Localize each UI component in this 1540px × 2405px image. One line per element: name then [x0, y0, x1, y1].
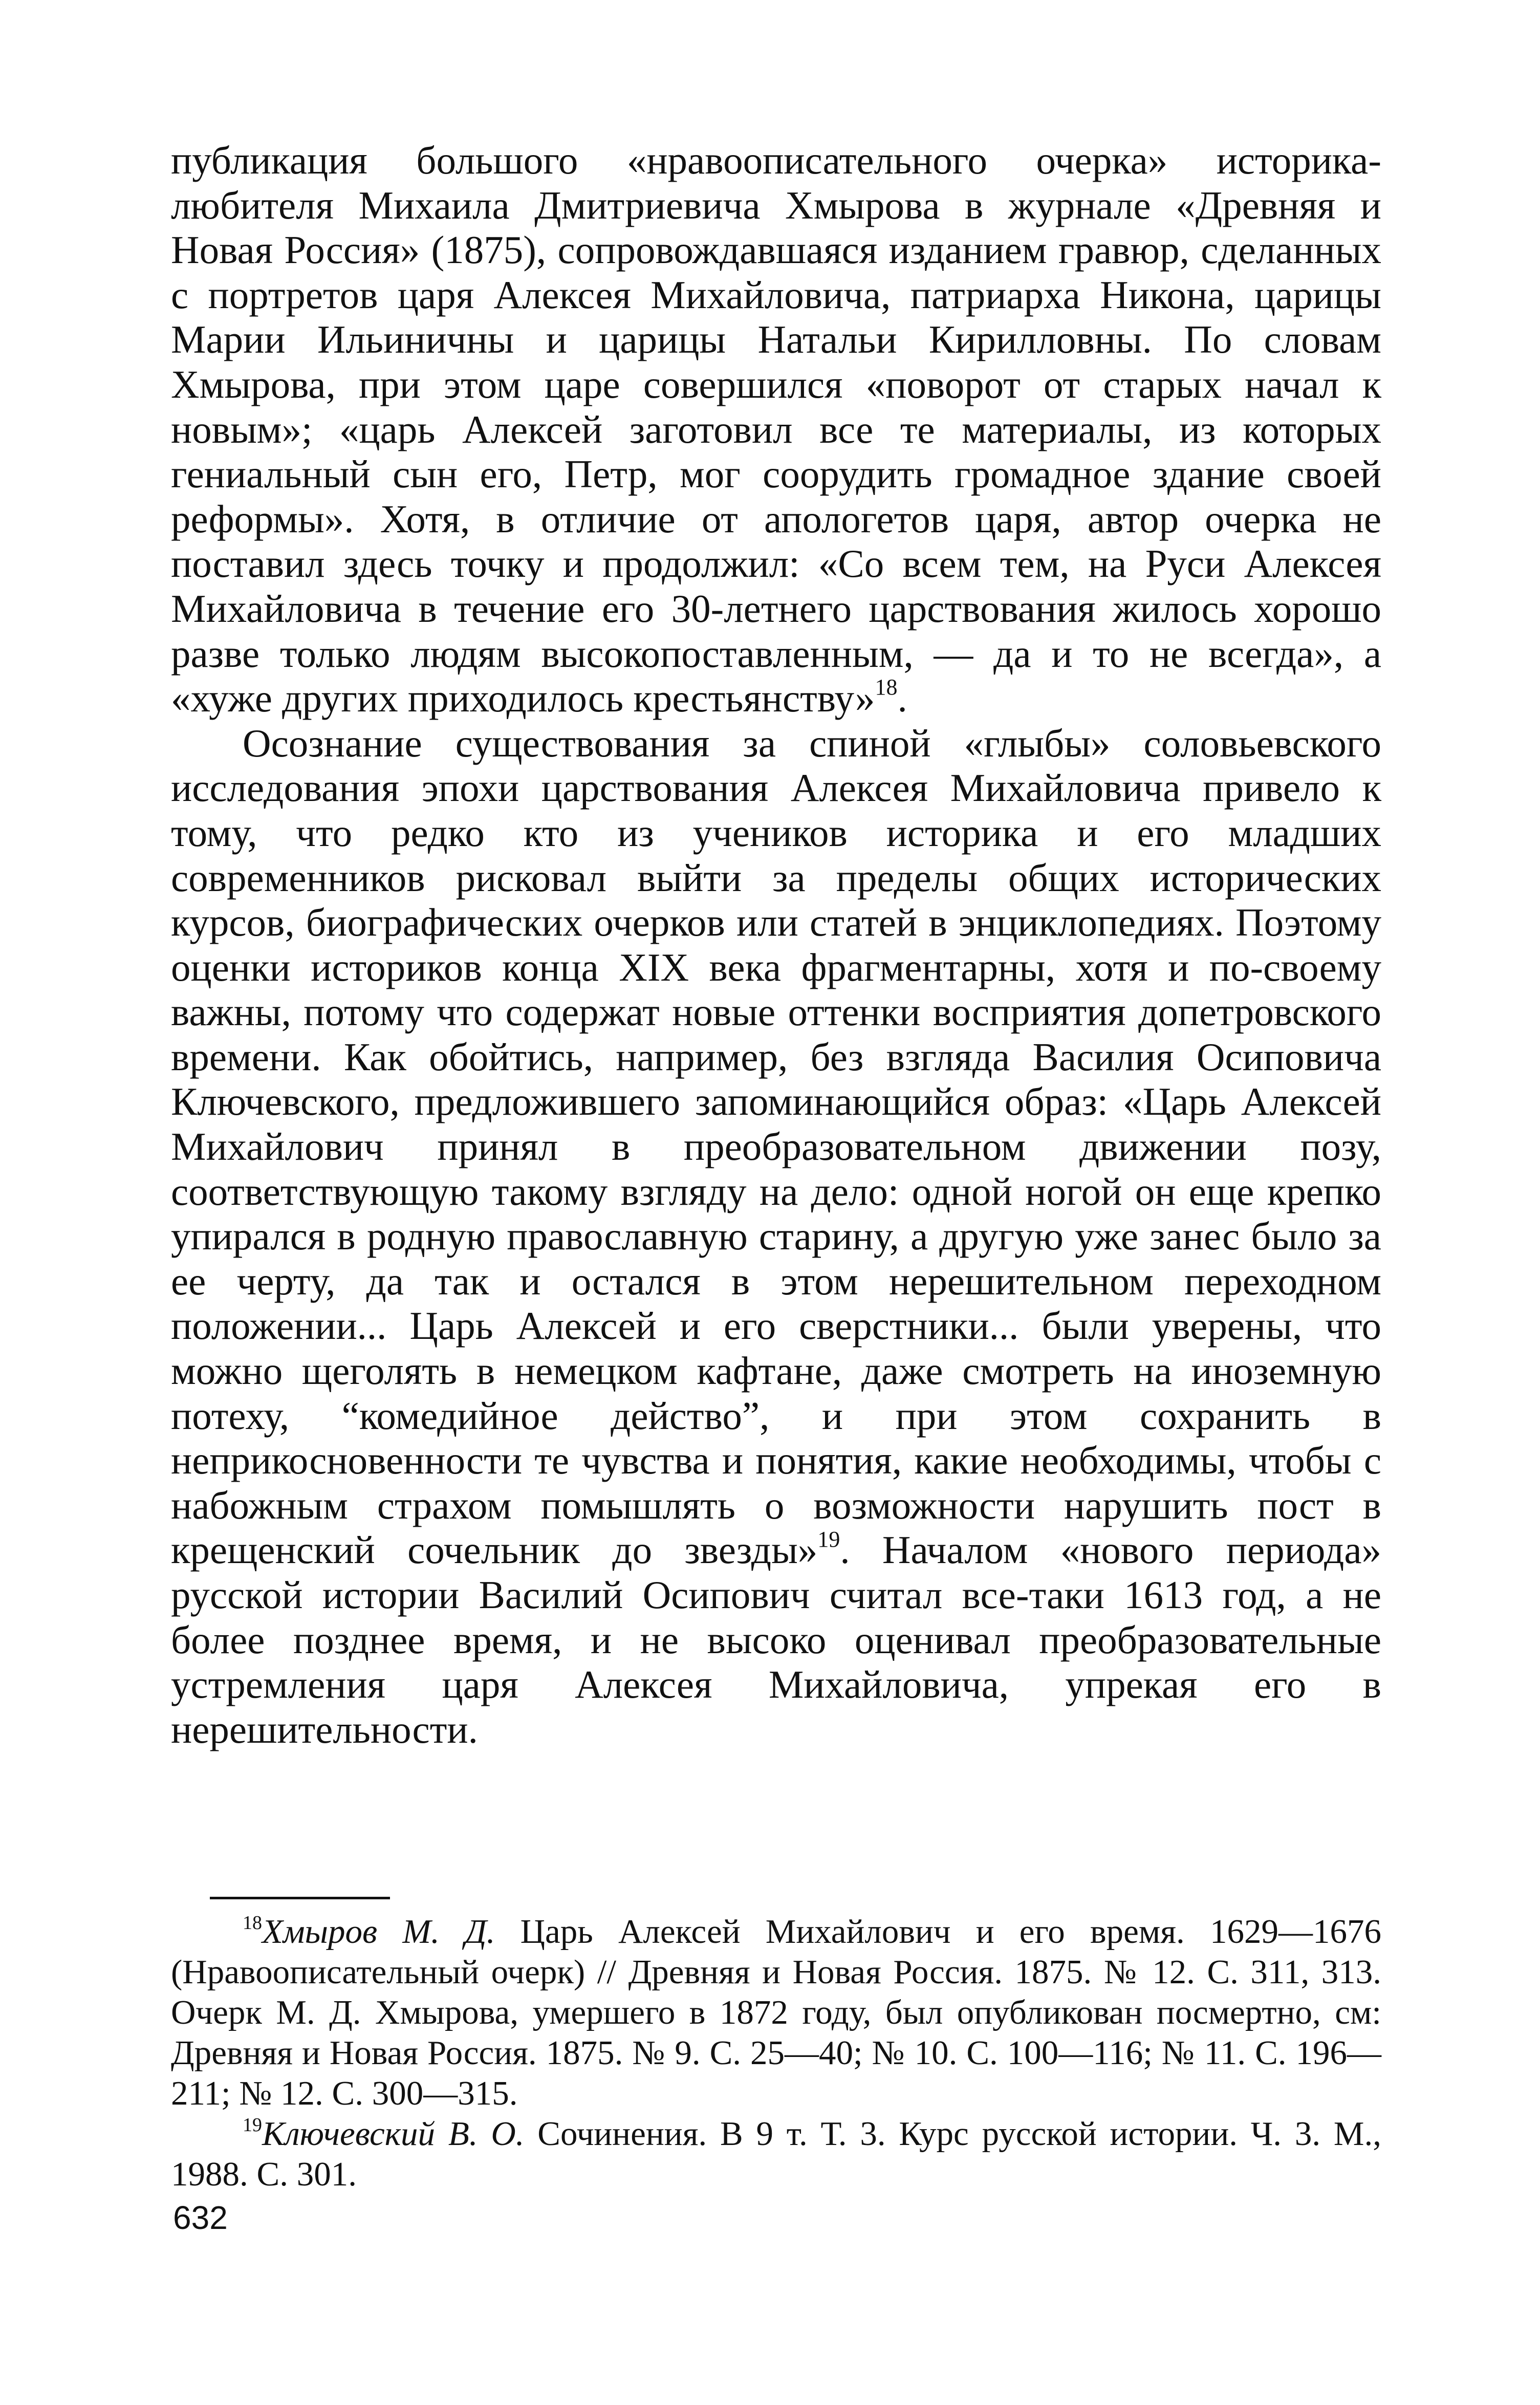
footnote-author: Хмыров М. Д.	[262, 1913, 495, 1951]
paragraph-1-tail: .	[897, 676, 907, 721]
page-number: 632	[173, 2199, 228, 2236]
footnote-ref-18[interactable]: 18	[875, 675, 898, 700]
footnote-number: 19	[243, 2114, 262, 2136]
footnote-author: Ключевский В. О.	[262, 2115, 525, 2153]
paragraph-2-text: Осознание существования за спиной «глыбы» соловьевского исследования эпохи царствования Алексея Михайловича привело к тому, что редко кто из учеников историка и его младших современников рисковал выйти за пределы общих исторических курсов, биографических очерков или статей в энциклопедиях. Поэтому оценки историков конца XIX века фрагментарны, хотя и по-своему важны, потому что содержат новые оттенки восприятия допетровского времени. Как обойтись, например, без взгляда Василия Осиповича Ключевского, предложившего запоминающийся образ: «Царь Алексей Михайлович принял в преобразовательном движении позу, соответствующую такому взгляду на дело: одной ногой он еще крепко упирался в родную православную старину, а другую уже занес было за ее черту, да так и остался в этом нерешительном переходном положении... Царь Алексей и его сверстники... были уверены, что можно щеголять в немецком кафтане, даже смотреть на иноземную потеху, “комедийное действо”, и при этом сохранить в неприкосновенности те чувства и понятия, какие необходимы, чтобы с набожным страхом помышлять о возможности нарушить пост в крещенский сочельник до звезды»	[171, 721, 1381, 1572]
paragraph-1-text: публикация большого «нравоописательного очерка» историка-любителя Михаила Дмитриевича Хмырова в журнале «Древняя и Новая Россия» (1875), сопровождавшаяся изданием гравюр, сделанных с портретов царя Алексея Михайловича, патриарха Никона, царицы Марии Ильиничны и царицы Натальи Кирилловны. По словам Хмырова, при этом царе совершился «поворот от старых начал к новым»; «царь Алексей заготовил все те материалы, из которых гениальный сын его, Петр, мог соорудить громадное здание своей реформы». Хотя, в отличие от апологетов царя, автор очерка не поставил здесь точку и продолжил: «Со всем тем, на Руси Алексея Михайловича в течение его 30-летнего царствования жилось хорошо разве только людям высокопоставленным, — да и то не всегда», а «хуже других приходилось крестьянству»	[171, 138, 1381, 721]
paragraph-1	[171, 138, 1381, 721]
footnotes	[171, 1912, 1381, 2195]
footnote-19	[171, 2114, 1381, 2195]
paragraph-2-tail: . Началом «нового периода» русской истории Василий Осипович считал все-таки 1613 год, а не более позднее время, и не высоко оценивал преобразовательные устремления царя Алексея Михайловича, упрекая его в нерешительности.	[171, 1528, 1381, 1751]
footnote-ref-19[interactable]: 19	[817, 1526, 840, 1552]
footnote-divider	[210, 1897, 390, 1899]
main-text	[171, 138, 1381, 1752]
footnote-text: Сочинения. В 9 т. Т. 3. Курс русской истории. Ч. 3. М., 1988. С. 301.	[171, 2115, 1381, 2193]
paragraph-2	[171, 721, 1381, 1752]
footnote-number: 18	[243, 1912, 262, 1934]
footnote-18	[171, 1912, 1381, 2114]
footnote-text: Царь Алексей Михайлович и его время. 1629—1676 (Нравоописательный очерк) // Древняя и Новая Россия. 1875. № 12. С. 311, 313. Очерк М. Д. Хмырова, умершего в 1872 году, был опубликован посмертно, см: Древняя и Новая Россия. 1875. № 9. С. 25—40; № 10. С. 100—116; № 11. С. 196—211; № 12. С. 300—315.	[171, 1913, 1381, 2112]
